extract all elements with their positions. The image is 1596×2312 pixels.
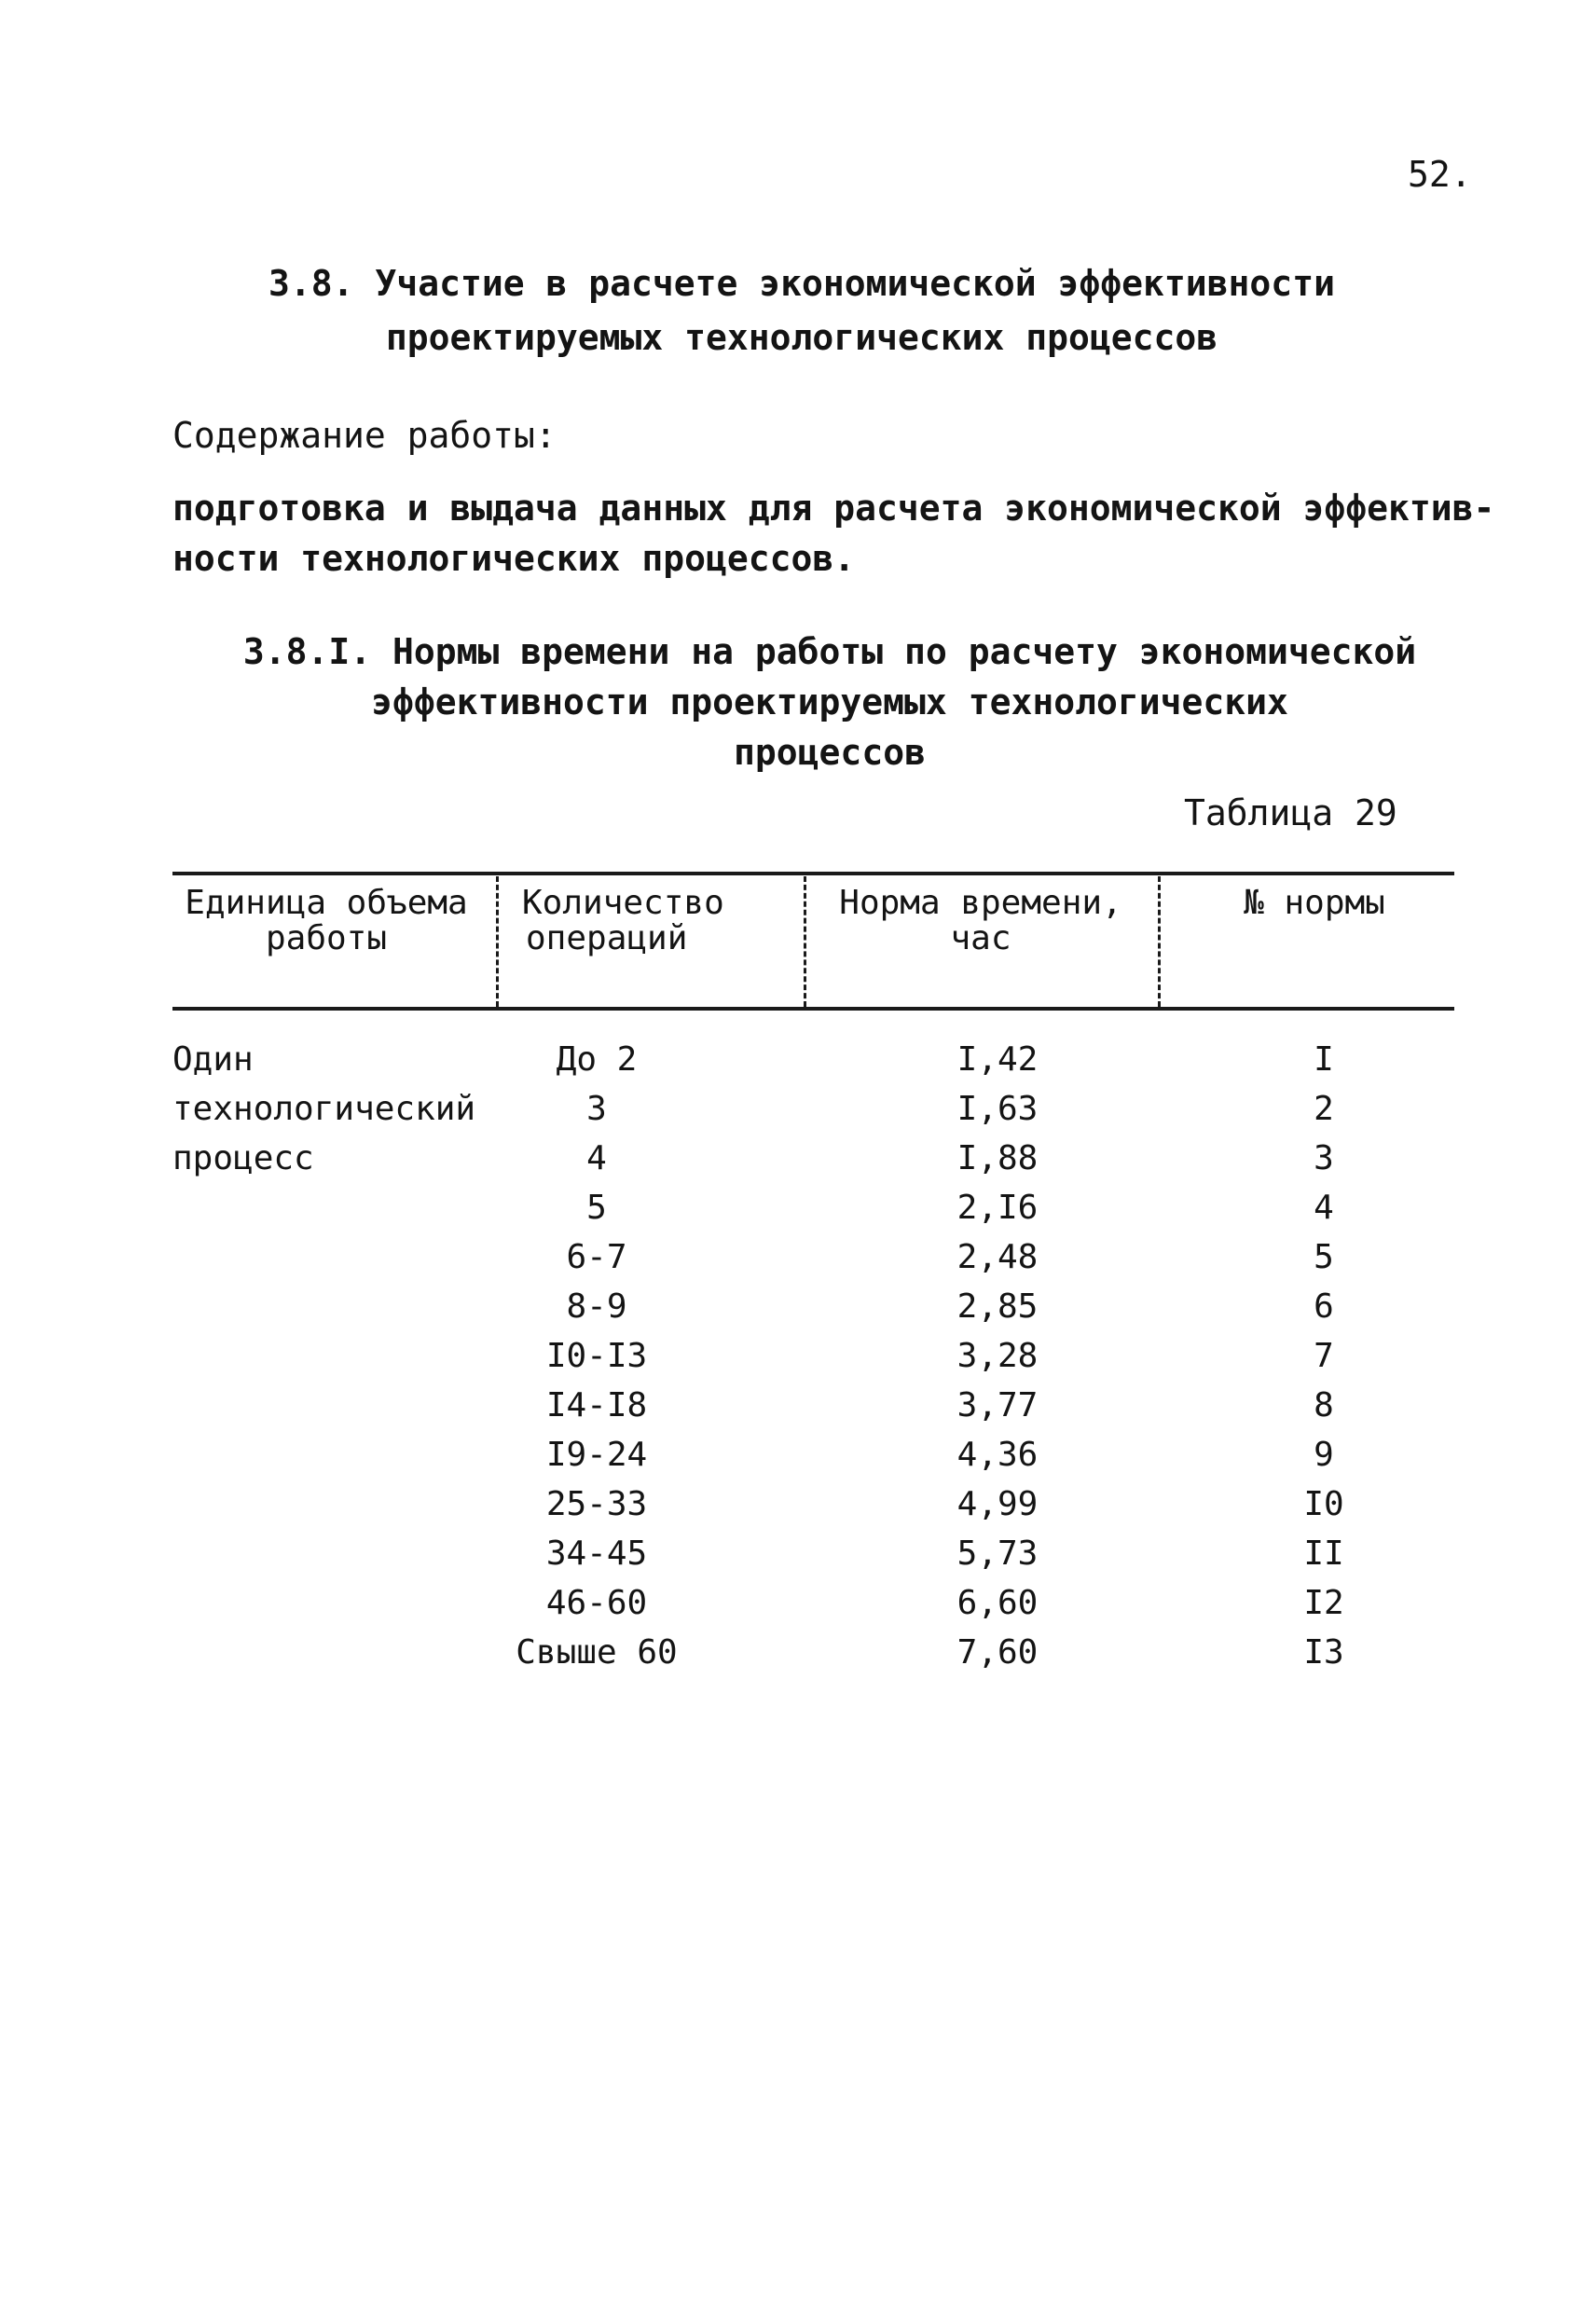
cell-operations: 25-33 — [545, 1485, 648, 1523]
unit-of-work-line: Один — [172, 1040, 254, 1079]
table-row — [0, 1331, 1596, 1381]
cell-time-norm: 7,60 — [956, 1633, 1039, 1672]
header-unit-line: Единица объема — [185, 884, 468, 922]
table-row — [0, 1232, 1596, 1282]
cell-norm-number: 3 — [1314, 1139, 1334, 1177]
cell-time-norm: 3,77 — [956, 1386, 1039, 1424]
table-header-rule — [172, 1007, 1454, 1011]
content-paragraph-line: ности технологических процессов. — [172, 538, 856, 579]
table-row — [0, 1035, 1596, 1084]
content-label: Содержание работы: — [172, 415, 557, 456]
table-top-rule — [172, 872, 1454, 875]
cell-time-norm: 6,60 — [956, 1584, 1039, 1622]
header-norm-number-line: № нормы — [1244, 884, 1385, 922]
table-row — [0, 1578, 1596, 1628]
section-heading — [168, 256, 1436, 365]
header-time-norm — [813, 886, 1149, 956]
table-row — [0, 1134, 1596, 1183]
subsection-heading — [205, 626, 1454, 778]
cell-norm-number: 2 — [1314, 1090, 1334, 1128]
cell-operations: I4-I8 — [545, 1386, 648, 1424]
subsection-heading-line: 3.8.I. Нормы времени на работы по расчету экономической — [242, 631, 1417, 672]
table-row — [0, 1381, 1596, 1430]
unit-of-work-line: процесс — [172, 1139, 314, 1177]
cell-time-norm: 2,I6 — [956, 1189, 1039, 1227]
column-divider — [1158, 876, 1161, 1007]
cell-norm-number: II — [1303, 1534, 1344, 1573]
cell-operations: 46-60 — [545, 1584, 648, 1622]
table-row — [0, 1084, 1596, 1134]
section-heading-line: проектируемых технологических процессов — [385, 317, 1218, 358]
cell-time-norm: 2,85 — [956, 1287, 1039, 1326]
cell-norm-number: 5 — [1314, 1238, 1334, 1276]
column-divider — [496, 876, 499, 1007]
header-norm-number — [1175, 886, 1454, 921]
table-row — [0, 1479, 1596, 1529]
table-caption: Таблица 29 — [1184, 792, 1397, 833]
cell-time-norm: 5,73 — [956, 1534, 1039, 1573]
cell-norm-number: 9 — [1314, 1436, 1334, 1474]
content-paragraph-line: подготовка и выдача данных для расчета экономической эффектив- — [172, 488, 1495, 529]
table-row — [0, 1529, 1596, 1578]
cell-norm-number: I0 — [1303, 1485, 1344, 1523]
cell-norm-number: I3 — [1303, 1633, 1344, 1672]
cell-norm-number: 8 — [1314, 1386, 1334, 1424]
table-body — [0, 1035, 1596, 1677]
header-unit-line: работы — [265, 919, 388, 957]
subsection-heading-line: процессов — [734, 732, 926, 773]
header-operations-line: операций — [526, 919, 688, 957]
cell-norm-number: 6 — [1314, 1287, 1334, 1326]
cell-operations: 5 — [586, 1189, 607, 1227]
cell-time-norm: 2,48 — [956, 1238, 1039, 1276]
cell-time-norm: I,42 — [956, 1040, 1039, 1079]
cell-norm-number: 7 — [1314, 1337, 1334, 1375]
table-row — [0, 1282, 1596, 1331]
cell-operations: I9-24 — [545, 1436, 648, 1474]
cell-time-norm: I,88 — [956, 1139, 1039, 1177]
header-operations — [522, 886, 792, 956]
cell-operations: 34-45 — [545, 1534, 648, 1573]
cell-operations: 6-7 — [566, 1238, 627, 1276]
header-time-norm-line: час — [950, 919, 1011, 957]
subsection-heading-line: эффективности проектируемых технологических — [371, 681, 1288, 722]
table-row — [0, 1430, 1596, 1479]
unit-of-work-line: технологический — [172, 1090, 476, 1128]
page-number: 52. — [1408, 154, 1472, 195]
cell-operations: 4 — [586, 1139, 607, 1177]
cell-operations: До 2 — [556, 1040, 638, 1079]
cell-norm-number: I2 — [1303, 1584, 1344, 1622]
cell-norm-number: I — [1314, 1040, 1334, 1079]
cell-operations: I0-I3 — [545, 1337, 648, 1375]
cell-time-norm: I,63 — [956, 1090, 1039, 1128]
header-operations-line: Количество — [522, 884, 724, 922]
column-divider — [804, 876, 806, 1007]
table-row — [0, 1628, 1596, 1677]
content-paragraph — [172, 483, 1494, 584]
header-unit — [172, 886, 480, 956]
table-row — [0, 1183, 1596, 1232]
header-time-norm-line: Норма времени, — [839, 884, 1122, 922]
cell-operations: 3 — [586, 1090, 607, 1128]
cell-norm-number: 4 — [1314, 1189, 1334, 1227]
section-heading-line: 3.8. Участие в расчете экономической эффективности — [268, 263, 1335, 304]
cell-time-norm: 3,28 — [956, 1337, 1039, 1375]
cell-time-norm: 4,36 — [956, 1436, 1039, 1474]
cell-time-norm: 4,99 — [956, 1485, 1039, 1523]
cell-operations: 8-9 — [566, 1287, 627, 1326]
cell-operations: Свыше 60 — [516, 1633, 678, 1672]
